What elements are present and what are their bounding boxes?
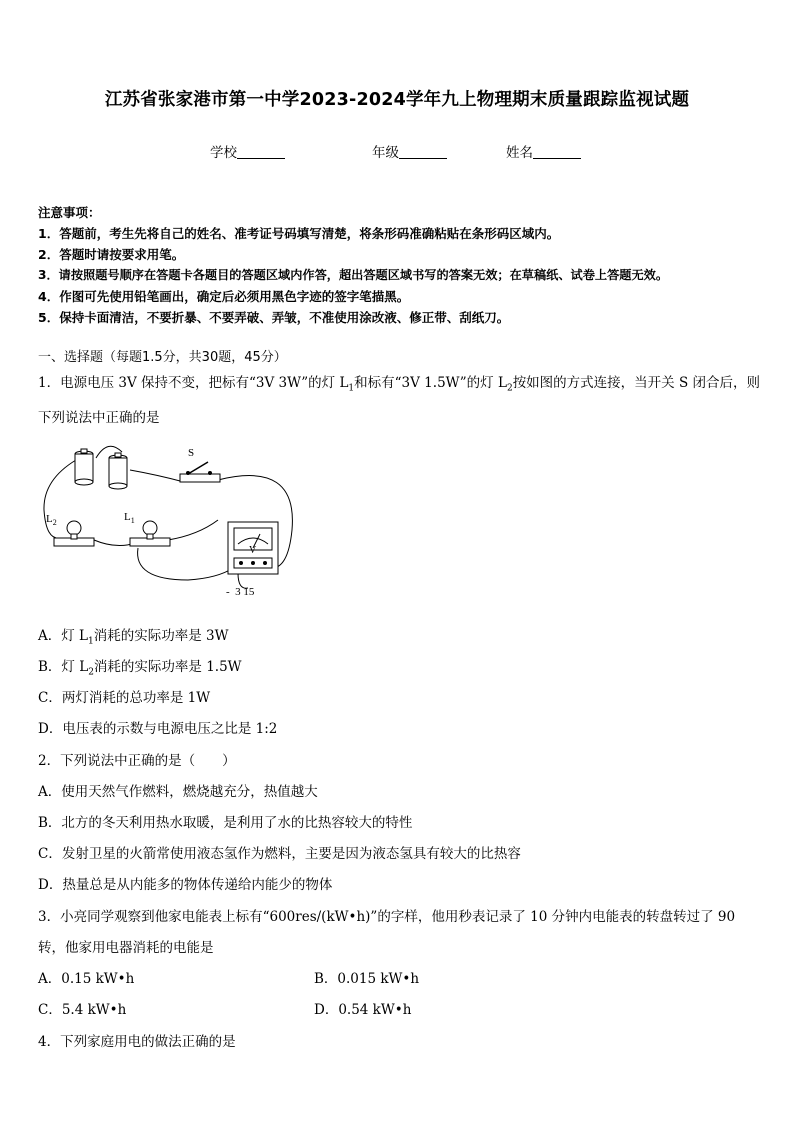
lamp-l1-label: $L_1$ [124,511,135,525]
notice-block [38,202,668,328]
question-2-option-c[interactable]: C．发射卫星的火箭常使用液态氢作为燃料，主要是因为液态氢具有较大的比热容 [38,846,521,862]
question-1-line1: 1．电源电压 3V 保持不变，把标有“3V 3W”的灯 $L_1$和标有“3V 1.5W”的灯 $L_2$按如图的方式连接，当开关 S 闭合后，则 [38,375,761,394]
notice-item: 3．请按照题号顺序在答题卡各题目的答题区域内作答，超出答题区域书写的答案无效；在草稿纸、试卷上答题无效。 [38,268,669,282]
question-3-option-a[interactable]: A．0.15 kW•h [38,971,135,987]
question-2-option-a[interactable]: A．使用天然气作燃料，燃烧越充分，热值越大 [38,784,318,800]
name-blank[interactable] [533,146,581,159]
question-1-stem [38,372,762,430]
question-3-option-d[interactable]: D．0.54 kW•h [314,1002,412,1018]
notice-item: 1．答题前，考生先将自己的姓名、准考证号码填写清楚，将条形码准确粘贴在条形码区域内。 [38,226,560,241]
question-3-option-c[interactable]: C．5.4 kW•h [38,1002,127,1018]
question-3-option-b[interactable]: B．0.015 kW•h [314,971,420,987]
question-3-line2: 转，他家用电器消耗的电能是 [38,940,214,956]
lamp-l2-label: $L_2$ [46,513,57,527]
question-1-option-c[interactable]: C．两灯消耗的总功率是 1W [38,690,211,706]
question-1-option-d[interactable]: D．电压表的示数与电源电压之比是 1:2 [38,721,278,737]
question-2-stem: 2．下列说法中正确的是（ ） [38,753,236,769]
circuit-diagram [38,440,298,605]
name-label: 姓名 [506,145,533,161]
school-label: 学校 [210,145,237,161]
question-1-option-a[interactable]: A．灯 $L_1$消耗的实际功率是 3W [38,628,229,647]
page-title: 江苏省张家港市第一中学2023-2024学年九上物理期末质量跟踪监视试题 [104,90,690,110]
notice-heading: 注意事项： [38,205,101,220]
notice-item: 2．答题时请按要求用笔。 [38,247,185,262]
voltmeter-terminals: - 3 15 [226,586,255,598]
question-4-stem: 4．下列家庭用电的做法正确的是 [38,1034,236,1050]
question-1-line2: 下列说法中正确的是 [38,409,160,426]
grade-blank[interactable] [399,146,447,159]
name-field[interactable] [506,141,581,161]
school-field[interactable] [210,141,285,161]
notice-item: 5．保持卡面清洁，不要折暴、不要弄破、弄皱，不准使用涂改液、修正带、刮纸刀。 [38,310,510,325]
lamp-l1-icon [130,521,170,546]
notice-item: 4．作图可先使用铅笔画出，确定后必须用黑色字迹的签字笔描黑。 [38,289,410,304]
question-3-line1: 3．小亮同学观察到他家电能表上标有“600res/(kW•h)”的字样，他用秒表记录了 10 分钟内电能表的转盘转过了 90 [38,909,736,925]
battery-icon [75,449,93,485]
grade-field[interactable] [372,141,447,161]
section-heading: 一、选择题（每题1.5分，共30题，45分） [38,350,287,365]
question-2-option-b[interactable]: B．北方的冬天利用热水取暖，是利用了水的比热容较大的特性 [38,815,413,831]
question-2-option-d[interactable]: D．热量总是从内能多的物体传递给内能少的物体 [38,877,333,893]
grade-label: 年级 [372,145,399,161]
school-blank[interactable] [237,146,285,159]
question-1-option-b[interactable]: B．灯 $L_2$消耗的实际功率是 1.5W [38,659,242,678]
switch-label: S [188,447,195,459]
battery-icon [109,453,127,489]
voltmeter-label: V [249,545,257,556]
lamp-l2-icon [54,521,94,546]
switch-icon[interactable] [180,462,220,482]
